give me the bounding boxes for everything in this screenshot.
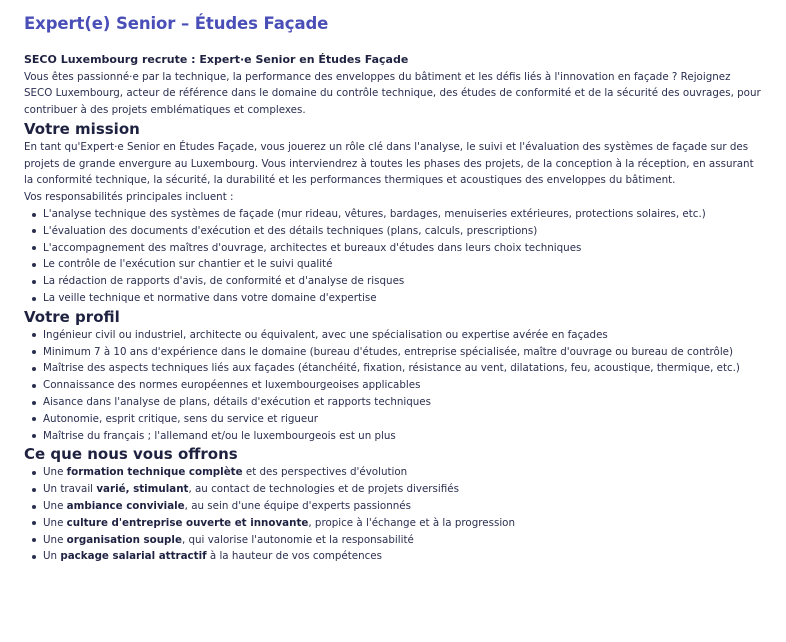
bullet-dot: [32, 263, 36, 267]
profile-list: [24, 327, 762, 445]
bullet-dot: [32, 471, 36, 475]
list-item: [43, 481, 762, 498]
item-text-post: , propice à l'échange et à la progression: [308, 516, 516, 529]
list-item-text: Minimum 7 à 10 ans d'expérience dans le domaine (bureau d'études, entreprise spécialisée, maître d'ouvrage ou bureau de contrôle): [43, 345, 734, 358]
list-item: [43, 377, 762, 394]
offer-list: [24, 464, 762, 565]
list-item-text: L'évaluation des documents d'exécution et des détails techniques (plans, calculs, prescriptions): [43, 224, 538, 237]
item-text-pre: Une: [43, 516, 67, 529]
bullet-dot: [32, 488, 36, 492]
bullet-dot: [32, 229, 36, 233]
page-title: Expert(e) Senior – Études Façade: [24, 14, 329, 33]
list-item: [43, 411, 762, 428]
list-item-text: L'analyse technique des systèmes de façade (mur rideau, vêtures, bardages, menuiseries extérieures, protections solaires, etc.): [43, 208, 706, 221]
bullet-dot: [32, 434, 36, 438]
list-item-text: Ingénieur civil ou industriel, architecte ou équivalent, avec une spécialisation ou expertise avérée en façades: [43, 328, 608, 341]
list-item: [43, 327, 762, 344]
bullet-dot: [32, 350, 36, 354]
item-text-post: , au sein d'une équipe d'experts passionnés: [184, 500, 411, 513]
item-text-post: , au contact de technologies et de projets diversifiés: [188, 483, 459, 496]
responsibilities-intro: Vos responsabilités principales incluent :: [24, 191, 234, 204]
list-item: [43, 515, 762, 532]
bullet-dot: [32, 297, 36, 301]
mission-paragraph: En tant qu'Expert·e Senior en Études Façade, vous jouerez un rôle clé dans l'analyse, le suivi et l'évaluation des systèmes de façade sur des projets de grande envergure au Luxembourg. Vous interviendrez à toutes les phases des projets, de la conception à la réception, en assurant la conformité technique, la sécurité, la durabilité et les performances thermiques et acoustiques des enveloppes du bâtiment.: [24, 140, 754, 187]
bullet-dot: [32, 401, 36, 405]
offer-heading: Ce que nous vous offrons: [24, 445, 238, 464]
list-item-text: Le contrôle de l'exécution sur chantier et le suivi qualité: [43, 258, 333, 271]
item-text-post: , qui valorise l'autonomie et la responsabilité: [181, 533, 414, 546]
list-item: [43, 532, 762, 549]
item-text-bold: formation technique complète: [66, 466, 243, 479]
list-item: [43, 256, 762, 273]
item-text-pre: Une: [43, 500, 67, 513]
list-item-text: Connaissance des normes européennes et luxembourgeoises applicables: [43, 379, 421, 392]
list-item-text: Aisance dans l'analyse de plans, détails d'exécution et rapports techniques: [43, 396, 432, 409]
bullet-dot: [32, 213, 36, 217]
list-item: [43, 498, 762, 515]
item-text-pre: Une: [43, 466, 67, 479]
bullet-dot: [32, 367, 36, 371]
bullet-dot: [32, 417, 36, 421]
list-item: [43, 464, 762, 481]
list-item: [43, 240, 762, 257]
item-text-pre: Une: [43, 533, 67, 546]
mission-heading: Votre mission: [24, 119, 140, 138]
bullet-dot: [32, 280, 36, 284]
list-item: [43, 428, 762, 445]
item-text-post: à la hauteur de vos compétences: [206, 550, 382, 563]
list-item-text: Maîtrise du français ; l'allemand et/ou le luxembourgeois est un plus: [43, 429, 396, 442]
intro-heading: SECO Luxembourg recrute : Expert·e Senior en Études Façade: [24, 53, 409, 66]
list-item-text: Maîtrise des aspects techniques liés aux façades (étanchéité, fixation, résistance au vent, dilatations, feu, acoustique, thermique, etc.): [43, 362, 740, 375]
bullet-dot: [32, 555, 36, 559]
list-item: [43, 344, 762, 361]
list-item-text: La rédaction de rapports d'avis, de conformité et d'analyse de risques: [43, 275, 405, 288]
item-text-bold: culture d'entreprise ouverte et innovante: [66, 516, 309, 529]
bullet-dot: [32, 521, 36, 525]
bullet-dot: [32, 333, 36, 337]
intro-paragraph: Vous êtes passionné·e par la technique, la performance des enveloppes du bâtiment et les défis liés à l'innovation en façade ? Rejoignez SECO Luxembourg, acteur de référence dans le domaine du contrôle technique, des études de conformité et de la sécurité des ouvrages, pour contribuer à des projets emblématiques et complexes.: [24, 70, 761, 117]
bullet-dot: [32, 384, 36, 388]
list-item: [43, 273, 762, 290]
list-item-text: Autonomie, esprit critique, sens du service et rigueur: [43, 412, 318, 425]
item-text-post: et des perspectives d'évolution: [242, 466, 408, 479]
bullet-dot: [32, 538, 36, 542]
list-item: [43, 223, 762, 240]
profile-heading: Votre profil: [24, 307, 120, 326]
list-item: [43, 206, 762, 223]
item-text-bold: package salarial attractif: [60, 550, 207, 563]
responsibilities-list: [24, 206, 762, 307]
item-text-bold: ambiance conviviale: [66, 500, 185, 513]
item-text-bold: organisation souple: [66, 533, 182, 546]
list-item: [43, 548, 762, 565]
item-text-pre: Un travail: [43, 483, 97, 496]
item-text-pre: Un: [43, 550, 61, 563]
bullet-dot: [32, 246, 36, 250]
list-item: [43, 360, 762, 377]
list-item-text: L'accompagnement des maîtres d'ouvrage, architectes et bureaux d'études dans leurs choix techniques: [43, 241, 582, 254]
bullet-dot: [32, 505, 36, 509]
list-item: [43, 290, 762, 307]
list-item-text: La veille technique et normative dans votre domaine d'expertise: [43, 292, 377, 305]
item-text-bold: varié, stimulant: [96, 483, 189, 496]
list-item: [43, 394, 762, 411]
